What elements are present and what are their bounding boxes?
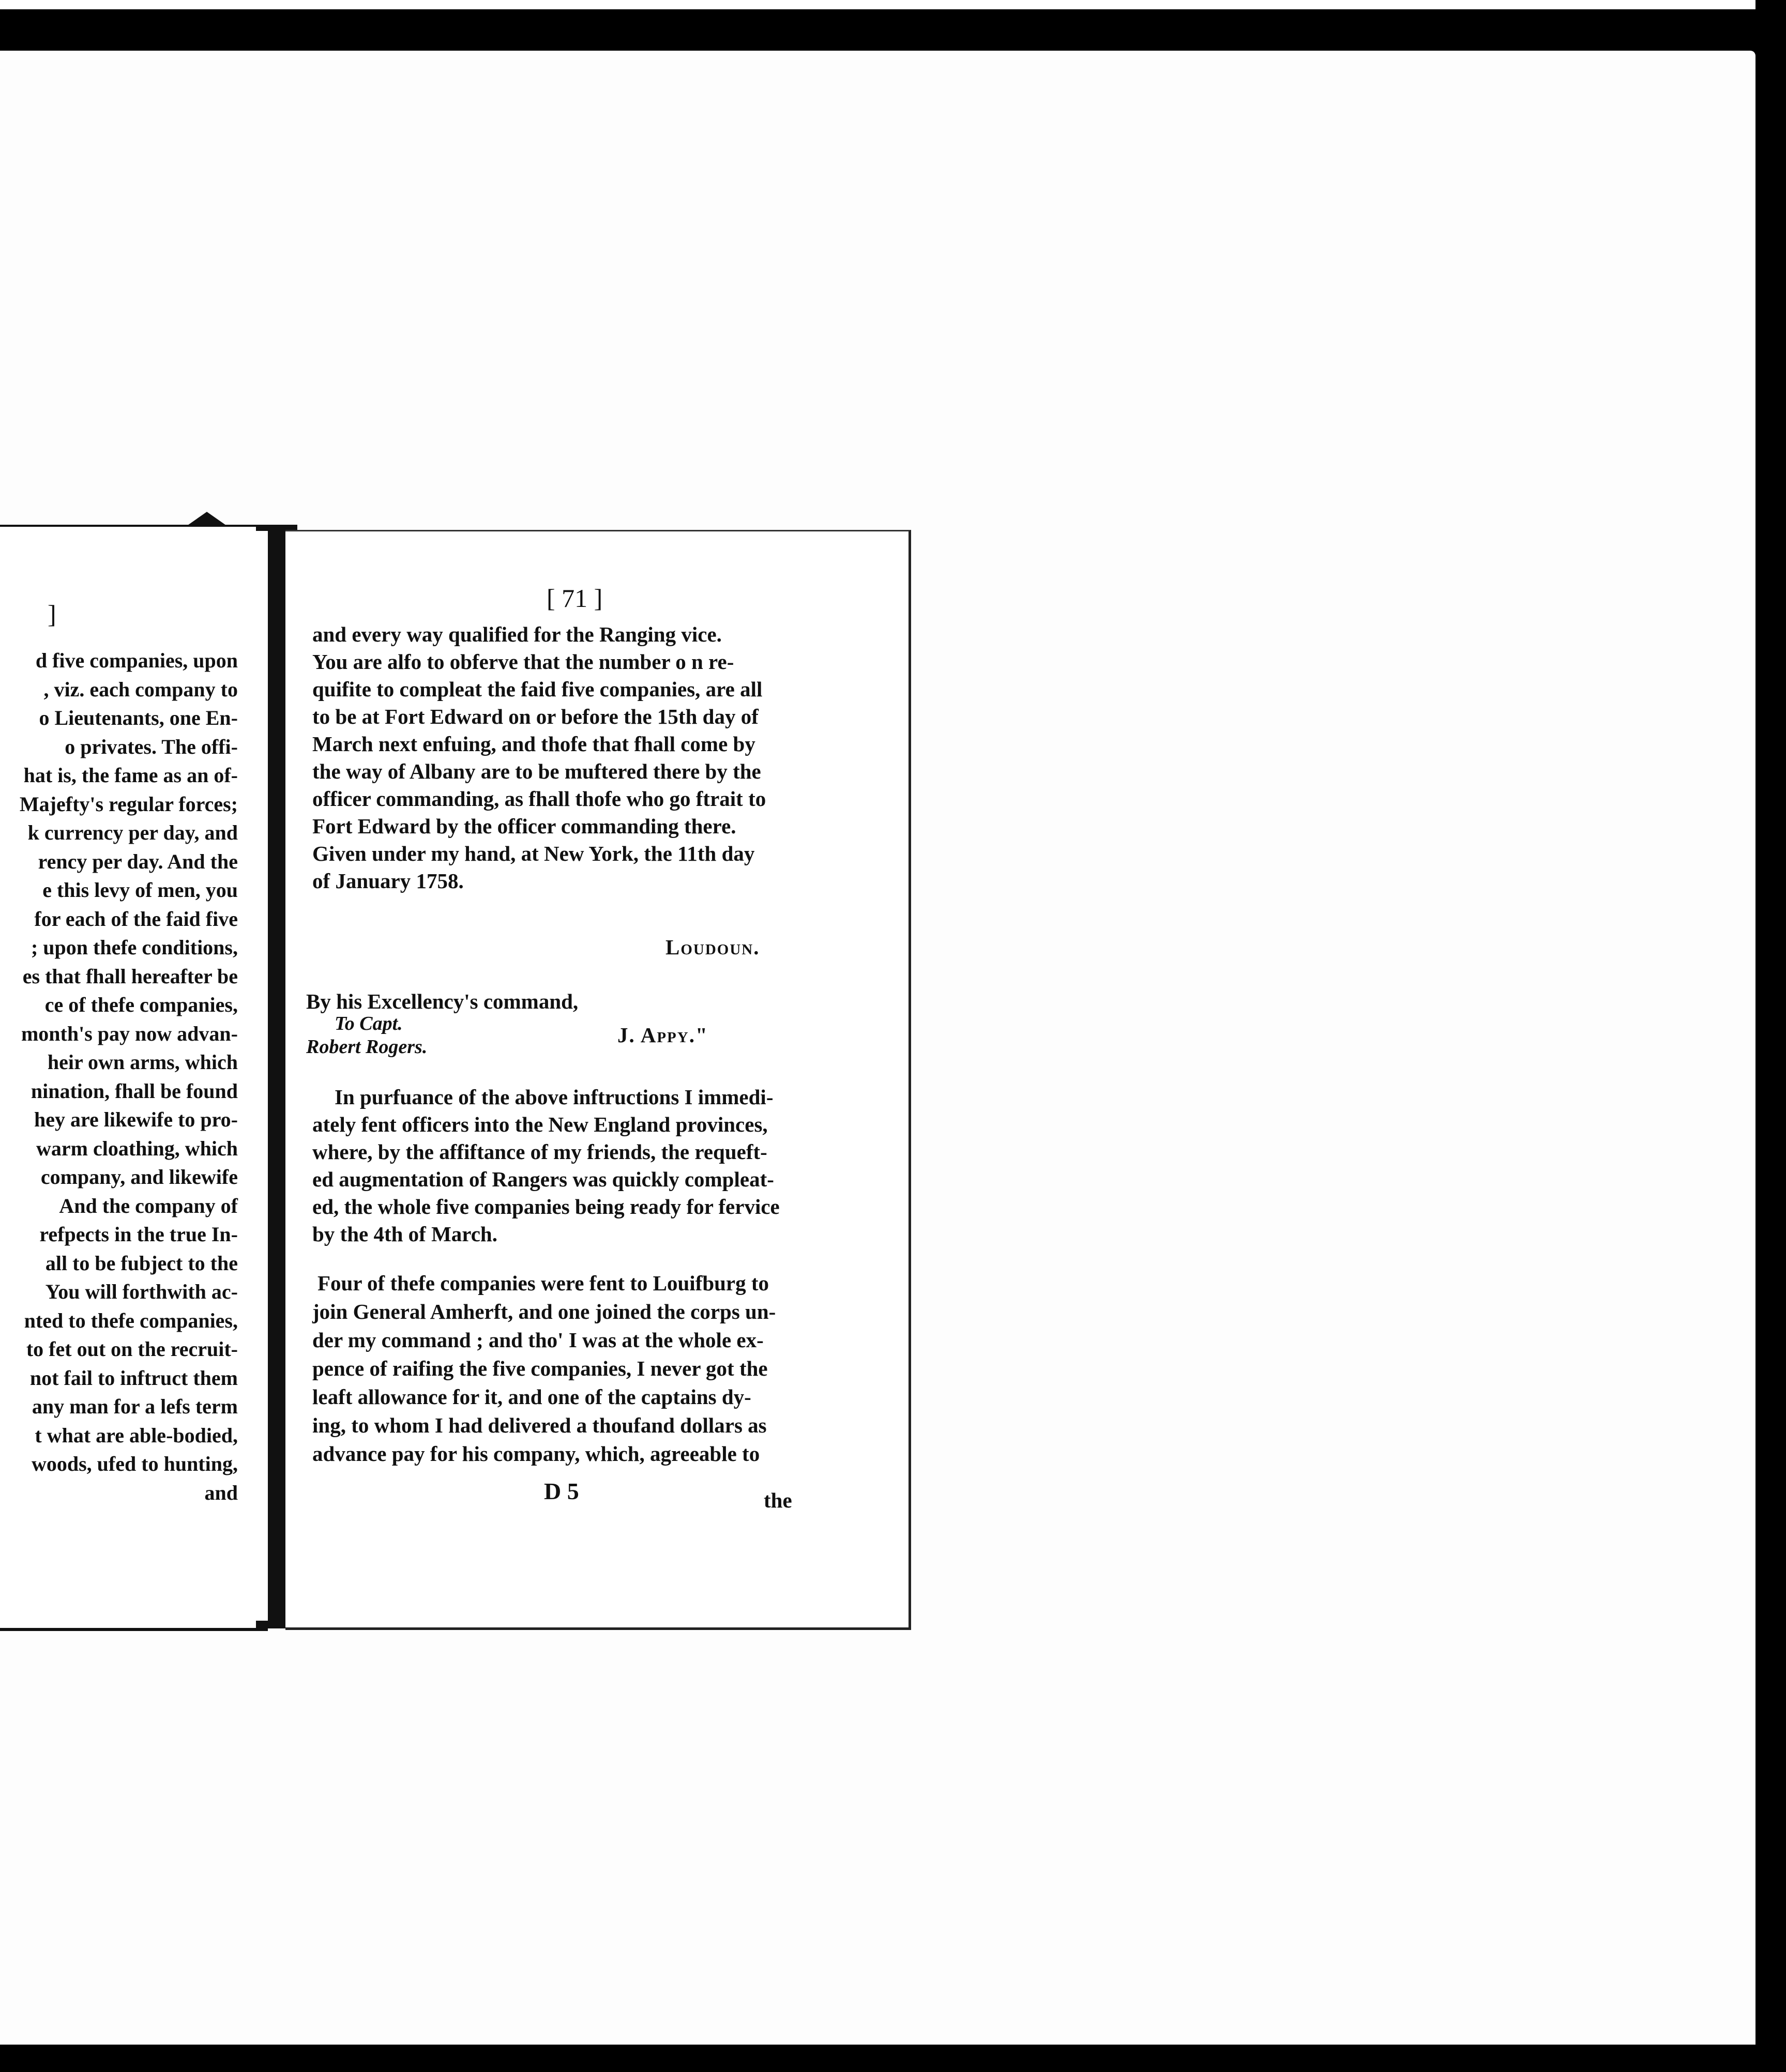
- left-page-line: heir own arms, which: [47, 1050, 238, 1074]
- left-page-line: ; upon thefe conditions,: [31, 936, 238, 959]
- text-line: ed, the whole five companies being ready for fervice: [312, 1195, 780, 1218]
- left-page-line: not fail to inftruct them: [29, 1366, 238, 1390]
- text-line: ately fent officers into the New England provinces,: [312, 1113, 768, 1136]
- text-line: by the 4th of March.: [312, 1222, 497, 1246]
- left-page-line: You will forthwith ac-: [45, 1280, 238, 1303]
- left-page-line: for each of the faid five: [34, 907, 238, 931]
- text-line: ed augmentation of Rangers was quickly compleat-: [312, 1167, 774, 1191]
- left-page-line: all to be fubject to the: [45, 1251, 238, 1275]
- text-line: of January 1758.: [312, 869, 464, 893]
- text-line: the way of Albany are to be muftered there by the: [312, 759, 761, 783]
- command-line: By his Excellency's command,: [306, 989, 579, 1013]
- text-line: leaft allowance for it, and one of the captains dy-: [312, 1385, 751, 1409]
- left-page-line: hey are likewife to pro-: [34, 1108, 238, 1131]
- text-line: pence of raifing the five companies, I never got the: [312, 1357, 768, 1380]
- catchword: the: [764, 1488, 792, 1512]
- text-line: and every way qualified for the Ranging vice.: [312, 622, 722, 646]
- left-page-line: Majefty's regular forces;: [19, 792, 238, 816]
- left-page-line: e this levy of men, you: [42, 878, 238, 902]
- left-page-line: d five companies, upon: [35, 649, 238, 672]
- text-line: where, by the affiftance of my friends, the requeft-: [312, 1140, 767, 1164]
- left-page-line: any man for a lefs term: [32, 1395, 238, 1418]
- text-line: March next enfuing, and thofe that fhall come by: [312, 732, 755, 756]
- text-line: Four of thefe companies were fent to Louifburg to: [317, 1271, 769, 1295]
- text-line: ing, to whom I had delivered a thoufand dollars as: [312, 1413, 767, 1437]
- left-page-line: , viz. each company to: [43, 677, 238, 701]
- left-page-line: es that fhall hereafter be: [22, 964, 238, 988]
- scanner-frame-bottom: [0, 2045, 1786, 2072]
- addressee-name: Robert Rogers.: [306, 1036, 428, 1058]
- left-page-line: nination, fhall be found: [31, 1079, 238, 1103]
- text-line: In purfuance of the above inftructions I immedi-: [335, 1085, 774, 1109]
- page-number: [ 71 ]: [547, 584, 603, 613]
- text-line: join General Amherft, and one joined the corps un-: [312, 1300, 776, 1323]
- scanner-frame-right: [1755, 0, 1786, 2072]
- left-page-line: refpects in the true In-: [39, 1223, 238, 1246]
- book-spine: [268, 525, 285, 1628]
- page-corner-mark: [186, 512, 228, 526]
- text-line: Fort Edward by the officer commanding there.: [312, 814, 736, 838]
- left-page-line: nted to thefe companies,: [24, 1308, 238, 1332]
- text-line: Given under my hand, at New York, the 11th day: [312, 842, 755, 865]
- left-page-line: woods, ufed to hunting,: [31, 1452, 238, 1475]
- signature-loudoun: Loudoun.: [665, 935, 760, 959]
- left-page-line: k currency per day, and: [27, 821, 238, 844]
- text-line: der my command ; and tho' I was at the whole ex-: [312, 1328, 764, 1352]
- left-page-line: and: [204, 1481, 238, 1504]
- left-page-line: warm cloathing, which: [36, 1136, 238, 1160]
- left-page-line: rency per day. And the: [38, 849, 238, 873]
- scanner-frame-edge: [0, 0, 1786, 9]
- left-page-line: to fet out on the recruit-: [26, 1337, 238, 1361]
- left-page-line: ce of thefe companies,: [44, 993, 238, 1016]
- signature-mark: D 5: [544, 1478, 579, 1504]
- left-page-line: t what are able-bodied,: [35, 1423, 238, 1447]
- text-line: officer commanding, as fhall thofe who go ftrait to: [312, 787, 766, 811]
- signature-appy: J. Appy.": [617, 1023, 708, 1047]
- left-page-line: And the company of: [59, 1194, 238, 1217]
- text-line: You are alfo to obferve that the number o n re-: [312, 650, 734, 674]
- text-line: quifite to compleat the faid five companies, are all: [312, 677, 763, 701]
- left-page-header: ]: [48, 600, 56, 629]
- left-page-line: month's pay now advan-: [21, 1022, 238, 1045]
- text-line: advance pay for his company, which, agreeable to: [312, 1442, 760, 1466]
- left-page-line: company, and likewife: [40, 1165, 238, 1189]
- left-page-line: hat is, the fame as an of-: [23, 764, 238, 787]
- left-page-line: o Lieutenants, one En-: [39, 706, 238, 729]
- right-page: [285, 530, 911, 1630]
- left-page: [0, 525, 268, 1631]
- addressee-title: To Capt.: [335, 1013, 403, 1034]
- left-page-line: o privates. The offi-: [65, 735, 238, 758]
- text-line: to be at Fort Edward on or before the 15th day of: [312, 705, 759, 728]
